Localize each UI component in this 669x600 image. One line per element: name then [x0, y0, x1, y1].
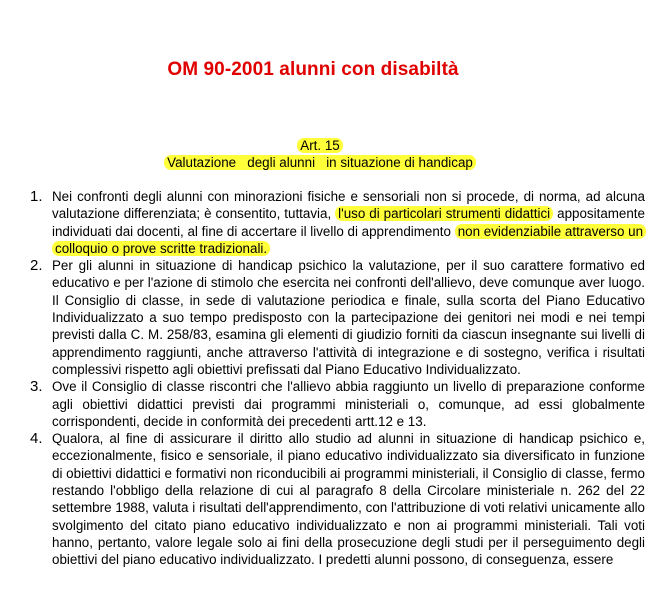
item-number: 1.: [30, 188, 43, 205]
list-item: [30, 257, 645, 378]
highlighted-text: l'uso di particolari strumenti didattici: [335, 206, 553, 221]
list-item: [30, 430, 645, 568]
item-text: Nei confronti degli alunni con minorazioni fisiche e sensoriali non si procede, di norma, ad alcuna valutazione differenziata; è consentito, tuttavia,: [52, 189, 645, 222]
document-title: OM 90-2001 alunni con disabiltà: [167, 59, 459, 80]
item-number: 2.: [30, 257, 43, 275]
item-number: 3.: [30, 378, 43, 396]
article-header: [0, 137, 640, 171]
item-text: Per gli alunni in situazione di handicap psichico la valutazione, per il suo carattere formativo ed educativo e per l'azione di stimolo che esercita nei confronti dell'allievo, deve comunque aver luogo. Il Consiglio di classe, in sede di valutazione periodica e finale, sulla scorta del Piano Educativo Individualizzato a suo tempo predisposto con la partecipazione dei genitori nei modi e nei tempi previsti dalla C. M. 258/83, esamina gli elementi di giudizio forniti da ciascun insegnante sui livelli di apprendimento raggiunti, anche attraverso l'attività di integrazione e di sostegno, verifica i risultati complessivi rispetto agli obiettivi prefissati dal Piano Educativo Individualizzato.: [52, 258, 645, 377]
article-list: [30, 188, 645, 569]
article-number: Art. 15: [297, 138, 342, 153]
highlighted-text: non evidenziabile attraverso un colloquio o prove scritte tradizionali.: [52, 224, 646, 256]
item-text: appositamente individuati dai docenti, al fine di accertare il livello di apprendimento: [52, 206, 645, 239]
item-text: Ove il Consiglio di classe riscontri che l'allievo abbia raggiunto un livello di preparazione conforme agli obiettivi didattici previsti dai programmi ministeriali o, comunque, ad essi globalmente corrispondenti, decide in conformità dei precedenti artt.12 e 13.: [52, 379, 645, 429]
list-item: [30, 188, 645, 257]
list-item: [30, 378, 645, 430]
item-text: Qualora, al fine di assicurare il diritto allo studio ad alunni in situazione di handicap psichico e, eccezionalmente, fisico e sensoriale, il piano educativo individualizzato sia diversificato in funzione di obiettivi didattici e formativi non riconducibili ai programmi ministeriali, il Consiglio di classe, fermo restando l'obbligo della relazione di cui al paragrafo 8 della Circolare ministeriale n. 262 del 22 settembre 1988, valuta i risultati dell'apprendimento, con l'attribuzione di voti relativi unicamente allo svolgimento del citato piano educativo individualizzato e non ai programmi ministeriali. Tali voti hanno, pertanto, valore legale solo ai fini della prosecuzione degli studi per il perseguimento degli obiettivi del piano educativo individualizzato. I predetti alunni possono, di conseguenza, essere: [52, 431, 645, 568]
item-number: 4.: [30, 430, 43, 448]
article-heading: Valutazione degli alunni in situazione di handicap: [164, 155, 476, 170]
